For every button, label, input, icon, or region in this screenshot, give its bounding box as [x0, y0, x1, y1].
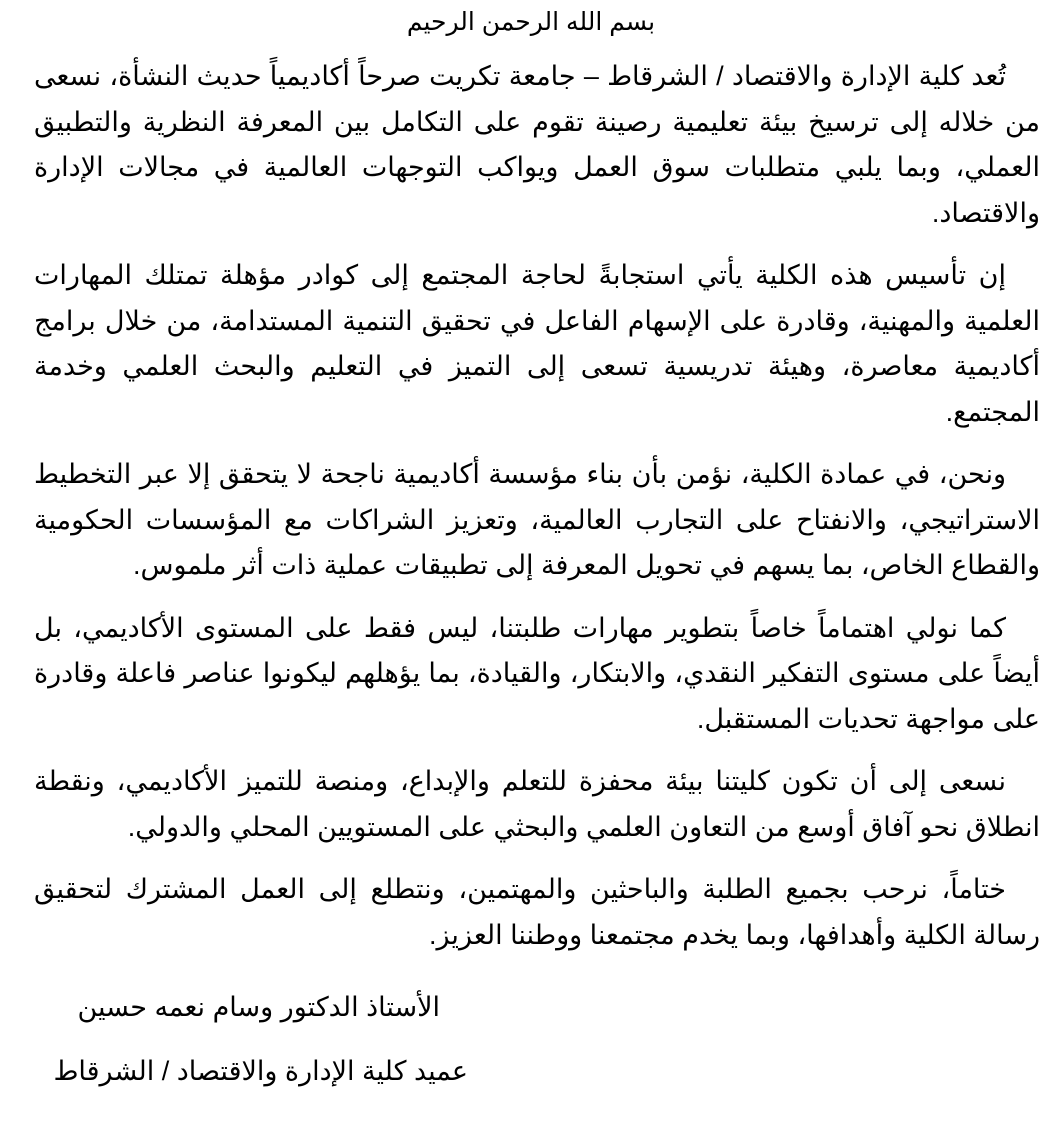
document-body	[34, 54, 1040, 975]
basmala-heading: بسم الله الرحمن الرحيم	[406, 8, 656, 36]
signature-title: عميد كلية الإدارة والاقتصاد / الشرقاط	[53, 1056, 468, 1086]
paragraph-1: تُعد كلية الإدارة والاقتصاد / الشرقاط – جامعة تكريت صرحاً أكاديمياً حديث النشأة، نسعى من خلاله إلى ترسيخ بيئة تعليمية رصينة تقوم على التكامل بين المعرفة النظرية والتطبيق العملي، وبما يلبي متطلبات سوق العمل ويواكب التوجهات العالمية في مجالات الإدارة والاقتصاد.	[34, 61, 1041, 228]
paragraph-6: ختاماً، نرحب بجميع الطلبة والباحثين والمهتمين، ونتطلع إلى العمل المشترك لتحقيق رسالة الكلية وأهدافها، وبما يخدم مجتمعنا ووطننا العزيز.	[34, 874, 1040, 950]
paragraph-3: ونحن، في عمادة الكلية، نؤمن بأن بناء مؤسسة أكاديمية ناجحة لا يتحقق إلا عبر التخطيط الاستراتيجي، والانفتاح على التجارب العالمية، وتعزيز الشراكات مع المؤسسات الحكومية والقطاع الخاص، بما يسهم في تحويل المعرفة إلى تطبيقات عملية ذات أثر ملموس.	[34, 459, 1040, 580]
paragraph-5: نسعى إلى أن تكون كليتنا بيئة محفزة للتعلم والإبداع، ومنصة للتميز الأكاديمي، ونقطة انطلاق نحو آفاق أوسع من التعاون العلمي والبحثي على المستويين المحلي والدولي.	[34, 766, 1040, 842]
paragraph-2: إن تأسيس هذه الكلية يأتي استجابةً لحاجة المجتمع إلى كوادر مؤهلة تمتلك المهارات العلمية والمهنية، وقادرة على الإسهام الفاعل في تحقيق التنمية المستدامة، من خلال برامج أكاديمية معاصرة، وهيئة تدريسية تسعى إلى التميز في التعليم والبحث العلمي وخدمة المجتمع.	[34, 260, 1040, 427]
signature-name: الأستاذ الدكتور وسام نعمه حسين	[77, 992, 440, 1022]
paragraph-4: كما نولي اهتماماً خاصاً بتطوير مهارات طلبتنا، ليس فقط على المستوى الأكاديمي، بل أيضاً على مستوى التفكير النقدي، والابتكار، والقيادة، بما يؤهلهم ليكونوا عناصر فاعلة وقادرة على مواجهة تحديات المستقبل.	[34, 612, 1040, 734]
